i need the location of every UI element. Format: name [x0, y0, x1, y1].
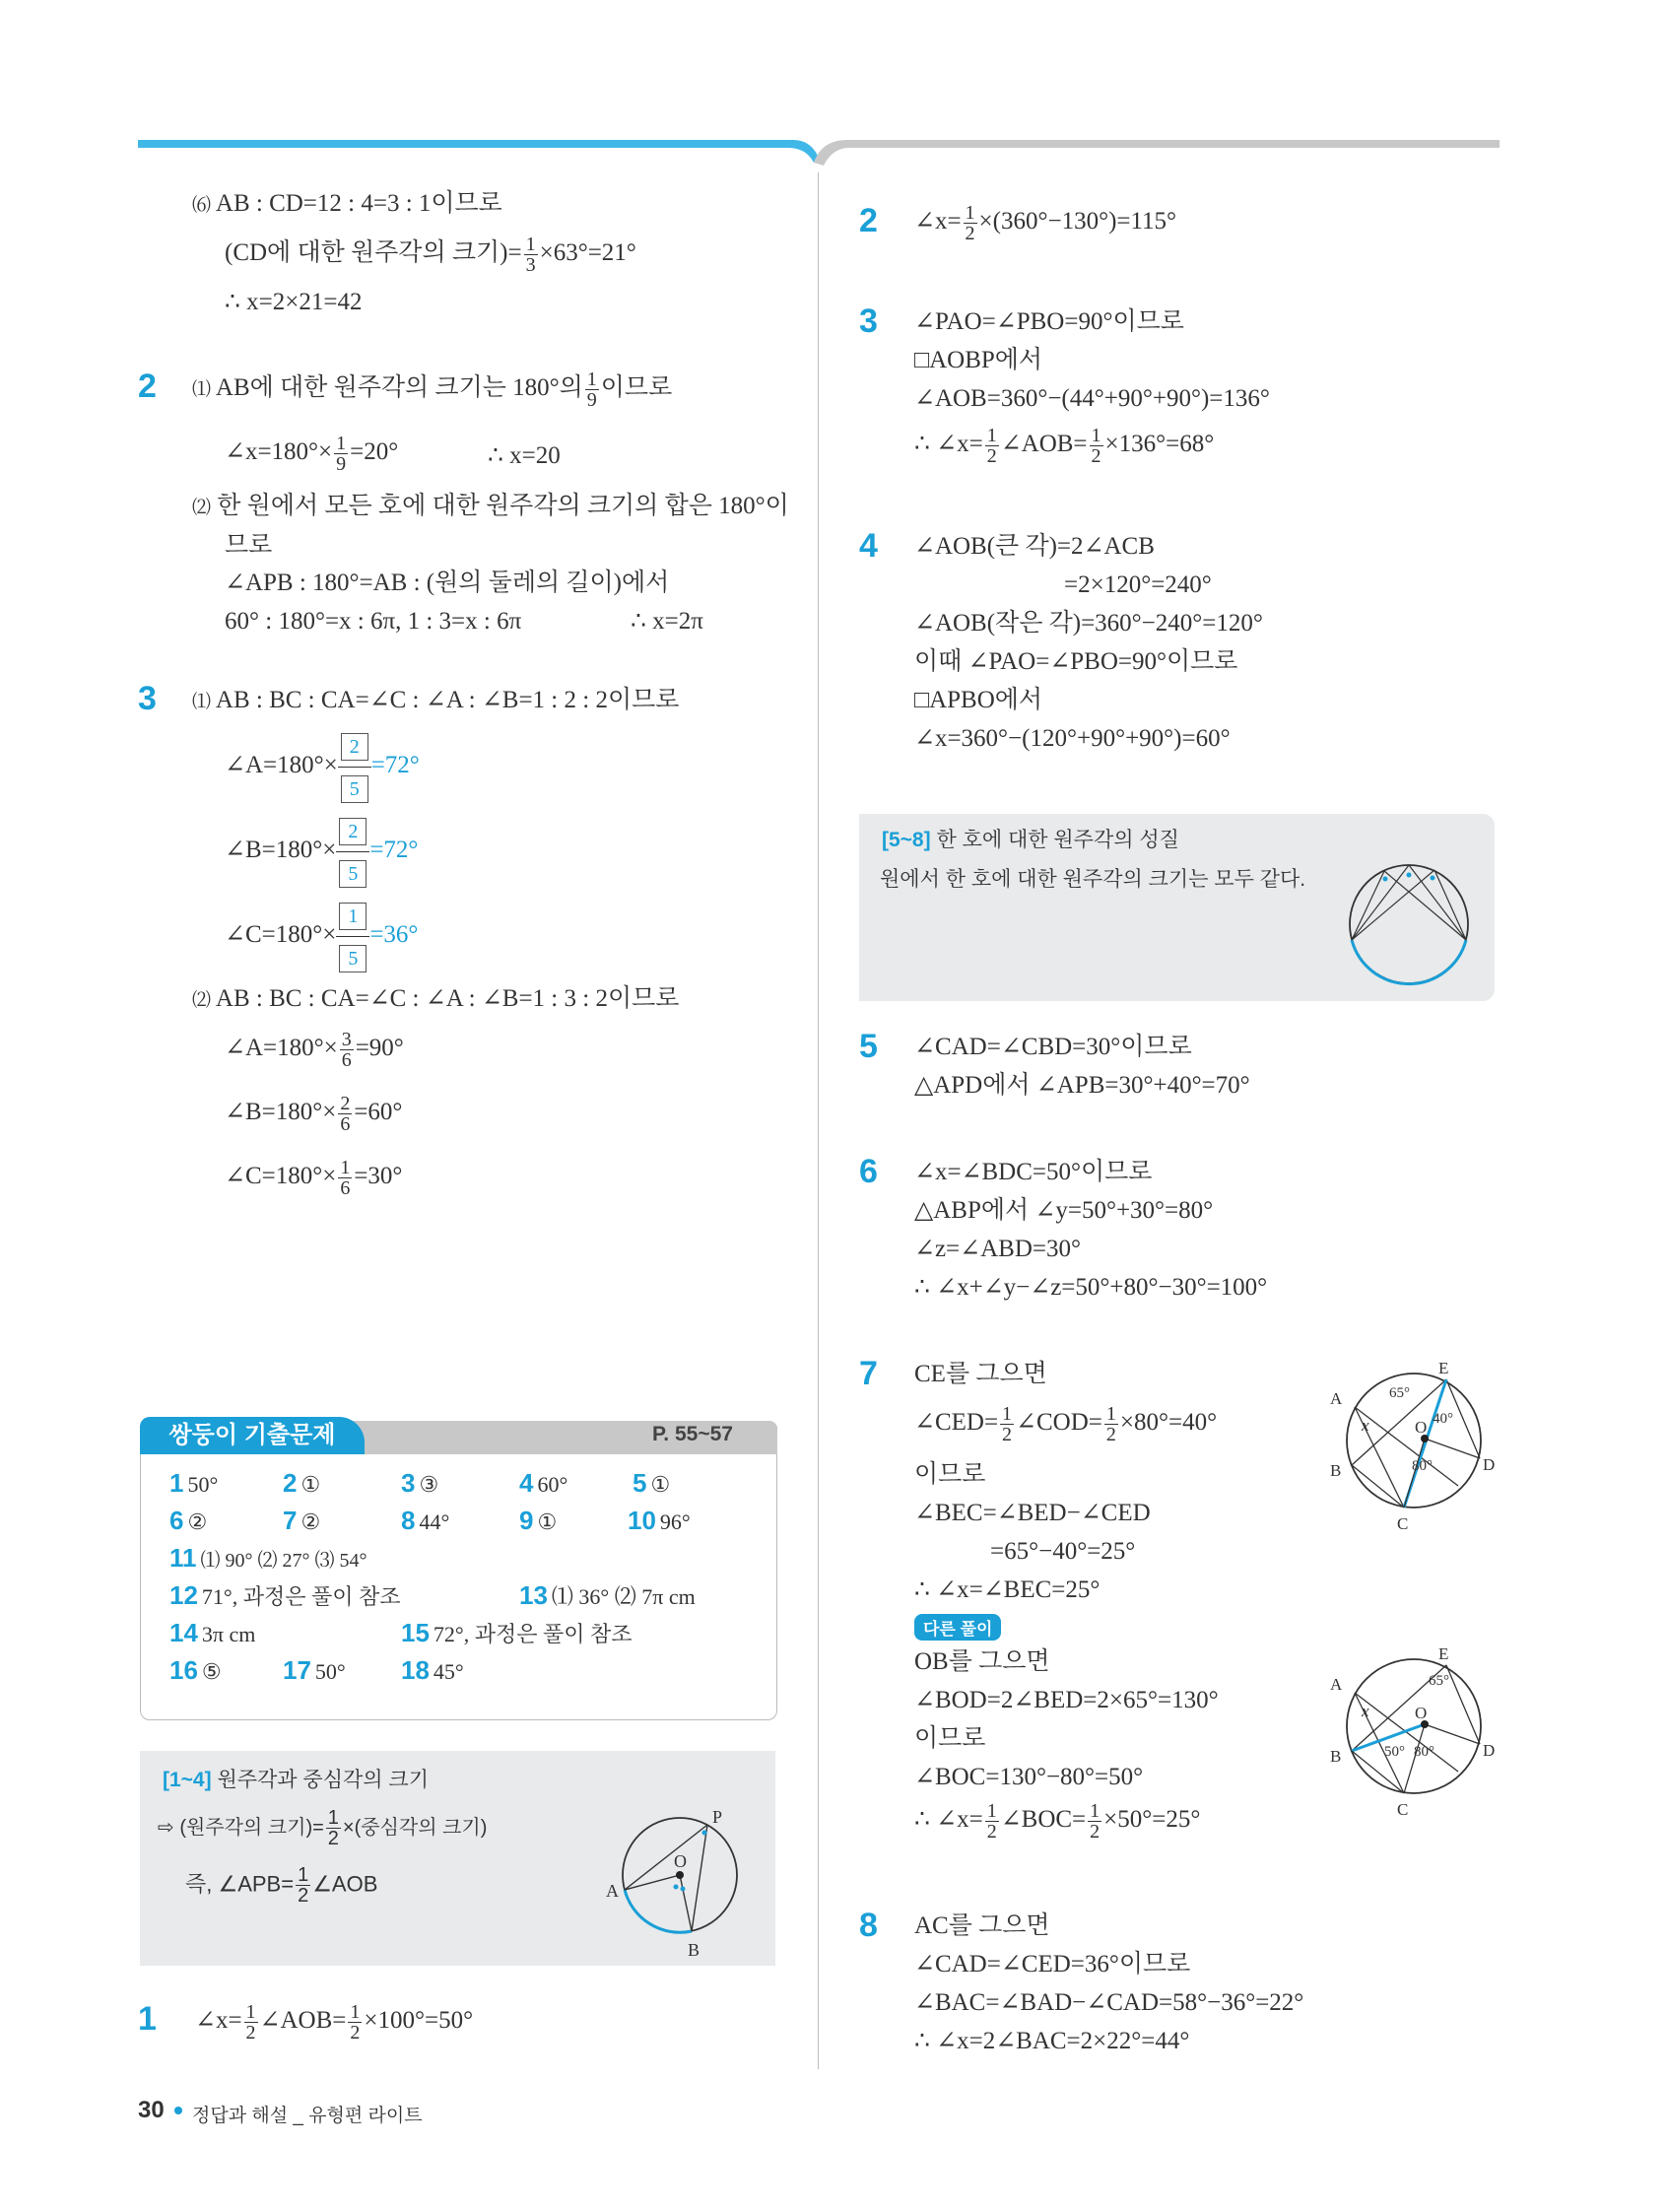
tip-1-4-line1: ⇨ (원주각의 크기)= $\frac{1}{2}$ ×(중심각의 크기)	[158, 1807, 488, 1849]
r-q2-line: ∠x= $\frac{1}{2}$ ×(360°−130°)=115°	[914, 202, 1177, 244]
tip-1-4-diagram	[601, 1798, 759, 1966]
svg-text:C: C	[1397, 1514, 1409, 1532]
r-q7-l5: =65°−40°=25°	[990, 1538, 1136, 1565]
svg-text:65°: 65°	[1389, 1385, 1410, 1401]
tip-5-8-body: 원에서 한 호에 대한 원주각의 크기는 모두 같다.	[880, 868, 1306, 891]
q1-6-line2: (CD에 대한 원주각의 크기)= $\frac{1}{3}$ ×63°=21°	[225, 234, 636, 276]
r-q4-l6: ∠x=360°−(120°+90°+90°)=60°	[914, 725, 1231, 752]
r-q4-l5: □APBO에서	[914, 687, 1043, 713]
r-q5-l1: ∠CAD=∠CBD=30°이므로	[914, 1034, 1192, 1060]
svg-text:B: B	[688, 1940, 701, 1960]
svg-text:B: B	[1330, 1461, 1342, 1480]
r-q7-l9: 이므로	[914, 1725, 986, 1752]
svg-text:D: D	[1483, 1455, 1496, 1474]
r-q6-l4: ∴ ∠x+∠y−∠z=50°+80°−30°=100°	[914, 1274, 1268, 1301]
r-q7-l8: ∠BOD=2∠BED=2×65°=130°	[914, 1687, 1219, 1713]
exam-pages: P. 55~57	[652, 1423, 733, 1445]
r-q3-l4: ∴ ∠x= $\frac{1}{2}$ ∠AOB= $\frac{1}{2}$ ×136°=68°	[914, 425, 1215, 467]
alt-solution-tag: 다른 풀이	[914, 1614, 1001, 1641]
r-q3-number: 3	[859, 302, 878, 340]
svg-text:P: P	[712, 1807, 723, 1827]
svg-text:80°: 80°	[1414, 1744, 1434, 1760]
svg-text:B: B	[1330, 1747, 1342, 1766]
q2-p1-line2: ∠x=180°× $\frac{1}{9}$ =20°	[225, 433, 399, 475]
svg-text:40°: 40°	[1433, 1411, 1453, 1427]
q3-row-b2: ∠B=180°× $\frac{2}{6}$ =60°	[225, 1093, 403, 1135]
q2-p2-line4: 60° : 180°=x : 6π, 1 : 3=x : 6π	[225, 608, 522, 635]
r-q7-number: 7	[859, 1355, 878, 1392]
q2-p2-line2: 므로	[225, 532, 273, 559]
r-q5-l2: △APD에서 ∠APB=30°+40°=70°	[914, 1072, 1250, 1099]
q1-number: 1	[138, 2000, 157, 2038]
r-q4-l1: ∠AOB(큰 각)=2∠ACB	[914, 533, 1155, 560]
svg-text:E: E	[1438, 1360, 1449, 1377]
q3-p2-head: ⑵ AB : BC : CA=∠C : ∠A : ∠B=1 : 3 : 2이므로	[192, 985, 680, 1012]
q2-p1-line1: ⑴ AB에 대한 원주각의 크기는 180°의 $\frac{1}{9}$ 이므로	[192, 369, 673, 411]
column-divider	[818, 172, 819, 2069]
svg-text:50°: 50°	[1384, 1744, 1405, 1760]
tip-1-4-title: [1~4] 원주각과 중심각의 크기	[163, 1769, 429, 1791]
q2-number: 2	[138, 368, 157, 405]
q7-diagram-1	[1330, 1360, 1498, 1532]
q3-row-a2: ∠A=180°× $\frac{3}{6}$ =90°	[225, 1029, 404, 1071]
r-q2-number: 2	[859, 202, 878, 239]
svg-text:O: O	[674, 1851, 687, 1871]
q1-6-line3: ∴ x=2×21=42	[225, 289, 363, 315]
svg-text:x: x	[1362, 1416, 1369, 1435]
r-q8-l1: AC를 그으면	[914, 1912, 1050, 1939]
svg-text:x: x	[1362, 1702, 1369, 1720]
r-q8-l2: ∠CAD=∠CED=36°이므로	[914, 1951, 1191, 1977]
r-q6-l3: ∠z=∠ABD=30°	[914, 1236, 1081, 1262]
q2-p2-line5: ∴ x=2π	[631, 608, 703, 635]
r-q7-l11: ∴ ∠x= $\frac{1}{2}$ ∠BOC= $\frac{1}{2}$ ×50°=25°	[914, 1800, 1201, 1843]
header-bar	[0, 0, 1668, 177]
r-q6-l2: △ABP에서 ∠y=50°+30°=80°	[914, 1197, 1214, 1224]
r-q7-l10: ∠BOC=130°−80°=50°	[914, 1764, 1144, 1790]
exam-title-tab: 쌍둥이 기출문제	[140, 1417, 365, 1454]
r-q6-l1: ∠x=∠BDC=50°이므로	[914, 1159, 1153, 1185]
r-q7-l1: CE를 그으면	[914, 1361, 1047, 1387]
r-q6-number: 6	[859, 1153, 878, 1190]
q1-6-line1: ⑹ AB : CD=12 : 4=3 : 1이므로	[192, 190, 502, 217]
tip-5-8-title: [5~8] 한 호에 대한 원주각의 성질	[882, 829, 1179, 851]
r-q4-l2: =2×120°=240°	[1064, 571, 1212, 598]
svg-text:A: A	[1330, 1389, 1343, 1408]
q3-row-a1: $\angle A=180^\circ\times\frac{2}{5}=72^\circ$	[225, 727, 420, 807]
r-q8-number: 8	[859, 1907, 878, 1944]
q3-row-b1: $\angle B=180^\circ\times\frac{2}{5}=72^\circ$	[225, 812, 418, 892]
q1-line: ∠x= $\frac{1}{2}$ ∠AOB= $\frac{1}{2}$ ×100°=50°	[195, 2001, 474, 2044]
r-q4-l4: 이때 ∠PAO=∠PBO=90°이므로	[914, 648, 1238, 675]
page-number: 30	[138, 2097, 165, 2123]
q3-row-c2: ∠C=180°× $\frac{1}{6}$ =30°	[225, 1157, 403, 1199]
q2-p2-line3: ∠APB : 180°=AB : (원의 둘레의 길이)에서	[225, 570, 670, 596]
tip-1-4-line2: 즉, ∠APB= $\frac{1}{2}$ ∠AOB	[185, 1864, 378, 1907]
footer-text: 정답과 해설 _ 유형편 라이트	[192, 2106, 423, 2126]
svg-text:A: A	[1330, 1675, 1343, 1694]
r-q3-l2: □AOBP에서	[914, 347, 1043, 373]
q3-p1-head: ⑴ AB : BC : CA=∠C : ∠A : ∠B=1 : 2 : 2이므로	[192, 687, 680, 713]
q2-p1-line2c: ∴ x=20	[488, 442, 561, 469]
svg-text:E: E	[1438, 1645, 1449, 1663]
svg-text:O: O	[1415, 1418, 1428, 1437]
r-q8-l3: ∠BAC=∠BAD−∠CAD=58°−36°=22°	[914, 1989, 1304, 2016]
r-q3-l1: ∠PAO=∠PBO=90°이므로	[914, 308, 1184, 335]
r-q7-l4: ∠BEC=∠BED−∠CED	[914, 1500, 1151, 1526]
r-q7-l2: ∠CED= $\frac{1}{2}$ ∠COD= $\frac{1}{2}$ ×80°=40°	[914, 1403, 1218, 1445]
r-q4-l3: ∠AOB(작은 각)=360°−240°=120°	[914, 610, 1263, 637]
svg-text:65°: 65°	[1429, 1673, 1449, 1689]
r-q7-l7: OB를 그으면	[914, 1648, 1050, 1675]
r-q5-number: 5	[859, 1028, 878, 1065]
r-q4-number: 4	[859, 527, 878, 565]
q2-p2-line1: ⑵ 한 원에서 모든 호에 대한 원주각의 크기의 합은 180°이	[192, 493, 789, 519]
r-q7-l6: ∴ ∠x=∠BEC=25°	[914, 1576, 1101, 1603]
q3-number: 3	[138, 680, 157, 717]
svg-text:D: D	[1483, 1741, 1496, 1760]
r-q3-l3: ∠AOB=360°−(44°+90°+90°)=136°	[914, 385, 1270, 412]
svg-text:C: C	[1397, 1800, 1409, 1818]
footer-dot	[174, 2107, 182, 2114]
svg-text:80°: 80°	[1412, 1458, 1433, 1474]
q3-row-c1: $\angle C=180^\circ\times\frac{1}{5}=36^\circ$	[225, 897, 418, 976]
svg-text:O: O	[1415, 1704, 1428, 1722]
q7-diagram-2	[1330, 1645, 1498, 1818]
svg-text:A: A	[606, 1881, 619, 1901]
tip-5-8-diagram	[1340, 855, 1478, 993]
r-q8-l4: ∴ ∠x=2∠BAC=2×22°=44°	[914, 2028, 1190, 2054]
r-q7-l3: 이므로	[914, 1461, 986, 1488]
